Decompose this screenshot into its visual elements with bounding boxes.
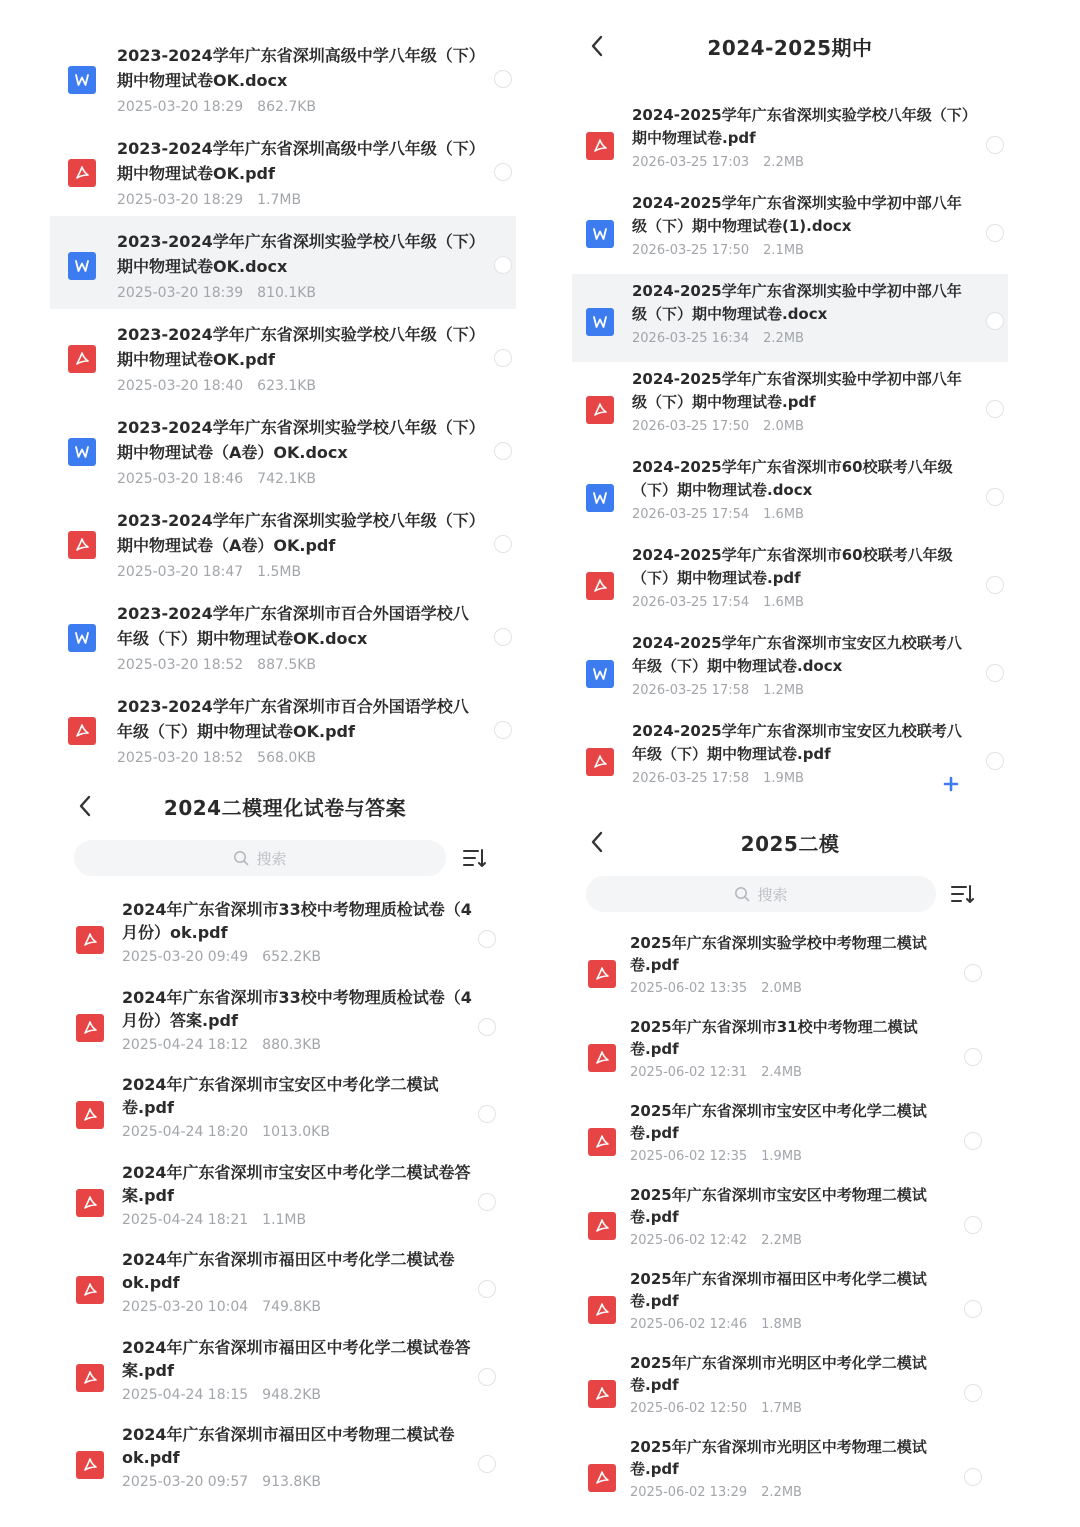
file-meta bbox=[117, 468, 477, 490]
file-info bbox=[630, 1016, 950, 1083]
file-list-panel-a bbox=[50, 30, 516, 774]
file-info bbox=[630, 1436, 950, 1503]
search-row bbox=[62, 840, 508, 878]
word-doc-icon bbox=[586, 660, 614, 688]
word-doc-icon bbox=[68, 66, 96, 94]
folder-title: 2024二模理化试卷与答案 bbox=[163, 795, 407, 820]
file-size: 2.2MB bbox=[763, 155, 804, 170]
file-meta bbox=[117, 189, 477, 211]
file-date: 2026-03-25 17:54 bbox=[632, 595, 750, 610]
file-meta bbox=[630, 1399, 950, 1419]
file-name: 2025年广东省深圳市宝安区中考化学二模试卷.pdf bbox=[630, 1102, 927, 1142]
file-name: 2023-2024学年广东省深圳实验学校八年级（下）期中物理试卷（A卷）OK.docx bbox=[117, 418, 477, 462]
file-name: 2024年广东省深圳市33校中考物理质检试卷（4月份）答案.pdf bbox=[122, 987, 472, 1030]
file-name: 2024-2025学年广东省深圳实验学校八年级（下）期中物理试卷.pdf bbox=[632, 106, 970, 147]
file-date: 2025-03-20 18:52 bbox=[117, 657, 244, 673]
pdf-doc-icon bbox=[76, 1364, 104, 1392]
file-size: 652.2KB bbox=[262, 949, 322, 965]
file-meta bbox=[632, 241, 972, 261]
file-info bbox=[632, 280, 972, 349]
pdf-doc-icon bbox=[76, 1451, 104, 1479]
file-item[interactable] bbox=[572, 1262, 1008, 1346]
back-button[interactable] bbox=[70, 790, 100, 822]
file-date: 2025-03-20 18:39 bbox=[117, 285, 244, 301]
file-date: 2025-03-20 09:57 bbox=[122, 1474, 249, 1490]
file-info bbox=[117, 415, 477, 490]
file-name: 2024年广东省深圳市宝安区中考化学二模试卷.pdf bbox=[122, 1075, 439, 1117]
file-date: 2026-03-25 17:58 bbox=[632, 683, 750, 698]
file-list bbox=[572, 98, 1008, 802]
file-date: 2025-06-02 13:29 bbox=[630, 1485, 748, 1500]
file-name: 2023-2024学年广东省深圳市百合外国语学校八年级（下）期中物理试卷OK.docx bbox=[117, 604, 469, 648]
search-row bbox=[572, 876, 1008, 914]
file-meta bbox=[122, 1122, 472, 1142]
file-meta bbox=[630, 1063, 950, 1083]
file-info bbox=[632, 368, 972, 437]
select-radio[interactable] bbox=[986, 224, 1004, 242]
file-name: 2024-2025学年广东省深圳市60校联考八年级（下）期中物理试卷.docx bbox=[632, 458, 953, 499]
file-date: 2025-03-20 09:49 bbox=[122, 949, 249, 965]
file-name: 2024-2025学年广东省深圳实验中学初中部八年级（下）期中物理试卷.docx bbox=[632, 282, 962, 323]
file-list bbox=[62, 890, 508, 1503]
file-list-panel-c bbox=[62, 786, 508, 1503]
file-meta bbox=[632, 593, 972, 613]
file-item[interactable] bbox=[50, 30, 516, 123]
file-item[interactable] bbox=[50, 495, 516, 588]
file-meta bbox=[630, 1147, 950, 1167]
select-radio[interactable] bbox=[986, 136, 1004, 154]
back-button[interactable] bbox=[582, 30, 612, 62]
file-item[interactable] bbox=[572, 1430, 1008, 1514]
file-item[interactable] bbox=[572, 274, 1008, 362]
file-meta bbox=[630, 979, 950, 999]
file-item[interactable] bbox=[50, 681, 516, 774]
file-name: 2024-2025学年广东省深圳实验中学初中部八年级（下）期中物理试卷.pdf bbox=[632, 370, 962, 411]
file-info bbox=[122, 986, 472, 1055]
file-name: 2023-2024学年广东省深圳实验学校八年级（下）期中物理试卷OK.docx bbox=[117, 232, 477, 276]
select-radio[interactable] bbox=[494, 163, 512, 181]
file-meta bbox=[632, 417, 972, 437]
file-info bbox=[117, 229, 477, 304]
back-button[interactable] bbox=[582, 826, 612, 858]
file-meta bbox=[122, 1472, 472, 1492]
file-size: 2.0MB bbox=[763, 419, 804, 434]
select-radio[interactable] bbox=[478, 1193, 496, 1211]
select-radio[interactable] bbox=[986, 576, 1004, 594]
file-meta bbox=[122, 1385, 472, 1405]
select-radio[interactable] bbox=[986, 400, 1004, 418]
file-date: 2025-03-20 18:52 bbox=[117, 750, 244, 766]
file-size: 1.2MB bbox=[763, 683, 804, 698]
file-name: 2024-2025学年广东省深圳市宝安区九校联考八年级（下）期中物理试卷.pdf bbox=[632, 722, 962, 763]
chevron-left-icon bbox=[590, 831, 604, 853]
file-name: 2023-2024学年广东省深圳高级中学八年级（下）期中物理试卷OK.docx bbox=[117, 46, 477, 90]
file-size: 880.3KB bbox=[262, 1036, 322, 1053]
file-info bbox=[117, 43, 477, 118]
select-radio[interactable] bbox=[494, 535, 512, 553]
select-radio[interactable] bbox=[478, 1280, 496, 1298]
file-name: 2025年广东省深圳市光明区中考化学二模试卷.pdf bbox=[630, 1354, 927, 1394]
file-item[interactable] bbox=[572, 1094, 1008, 1178]
folder-header bbox=[572, 26, 1008, 66]
select-radio[interactable] bbox=[494, 349, 512, 367]
file-size: 1.7MB bbox=[257, 192, 302, 208]
file-item[interactable] bbox=[572, 98, 1008, 186]
file-name: 2024年广东省深圳市福田区中考物理二模试卷ok.pdf bbox=[122, 1425, 455, 1467]
file-item[interactable] bbox=[572, 538, 1008, 626]
file-size: 862.7KB bbox=[257, 99, 317, 115]
file-meta bbox=[632, 153, 972, 173]
select-radio[interactable] bbox=[478, 1018, 496, 1036]
folder-header bbox=[572, 822, 1008, 862]
select-radio[interactable] bbox=[964, 1048, 982, 1066]
file-name: 2025年广东省深圳市光明区中考物理二模试卷.pdf bbox=[630, 1438, 927, 1478]
pdf-doc-icon bbox=[76, 1014, 104, 1042]
file-name: 2024年广东省深圳市33校中考物理质检试卷（4月份）ok.pdf bbox=[122, 900, 472, 942]
file-meta bbox=[632, 329, 972, 349]
select-radio[interactable] bbox=[986, 752, 1004, 770]
file-date: 2026-03-25 17:58 bbox=[632, 771, 750, 786]
file-size: 1013.0KB bbox=[262, 1124, 330, 1140]
sort-list-icon bbox=[462, 846, 488, 870]
pdf-doc-icon bbox=[586, 396, 614, 424]
file-date: 2025-03-20 18:29 bbox=[117, 99, 244, 115]
file-size: 810.1KB bbox=[257, 285, 317, 301]
select-radio[interactable] bbox=[478, 1368, 496, 1386]
file-date: 2025-06-02 13:35 bbox=[630, 981, 748, 996]
select-radio[interactable] bbox=[986, 664, 1004, 682]
file-date: 2025-03-20 10:04 bbox=[122, 1299, 249, 1315]
file-info bbox=[630, 1268, 950, 1335]
file-size: 568.0KB bbox=[257, 750, 317, 766]
file-info bbox=[632, 632, 972, 701]
file-info bbox=[117, 694, 477, 769]
pdf-doc-icon bbox=[586, 748, 614, 776]
file-meta bbox=[630, 1231, 950, 1251]
file-meta bbox=[117, 747, 477, 769]
file-item[interactable] bbox=[572, 1010, 1008, 1094]
file-list bbox=[572, 926, 1008, 1514]
file-info bbox=[117, 601, 477, 676]
file-item[interactable] bbox=[572, 1346, 1008, 1430]
select-radio[interactable] bbox=[964, 1300, 982, 1318]
file-info bbox=[122, 1248, 472, 1317]
select-radio[interactable] bbox=[964, 1216, 982, 1234]
file-info bbox=[122, 1336, 472, 1405]
pdf-doc-icon bbox=[586, 572, 614, 600]
pdf-doc-icon bbox=[588, 1464, 616, 1492]
file-size: 742.1KB bbox=[257, 471, 317, 487]
file-date: 2025-03-20 18:46 bbox=[117, 471, 244, 487]
file-date: 2025-04-24 18:12 bbox=[122, 1036, 249, 1053]
file-size: 623.1KB bbox=[257, 378, 317, 394]
file-item[interactable] bbox=[50, 309, 516, 402]
file-name: 2024-2025学年广东省深圳市60校联考八年级（下）期中物理试卷.pdf bbox=[632, 546, 953, 587]
file-size: 2.2MB bbox=[761, 1233, 802, 1248]
file-size: 2.1MB bbox=[763, 243, 804, 258]
word-doc-icon bbox=[68, 438, 96, 466]
file-date: 2025-03-20 18:47 bbox=[117, 564, 244, 580]
word-doc-icon bbox=[586, 308, 614, 336]
search-icon bbox=[734, 886, 750, 902]
file-name: 2024-2025学年广东省深圳实验中学初中部八年级（下）期中物理试卷(1).docx bbox=[632, 194, 962, 235]
file-info bbox=[122, 1423, 472, 1492]
select-radio[interactable] bbox=[478, 930, 496, 948]
pdf-doc-icon bbox=[586, 132, 614, 160]
file-date: 2025-04-24 18:15 bbox=[122, 1386, 249, 1403]
file-size: 1.9MB bbox=[763, 771, 804, 786]
file-date: 2025-03-20 18:29 bbox=[117, 192, 244, 208]
pdf-doc-icon bbox=[588, 1296, 616, 1324]
file-item[interactable] bbox=[50, 588, 516, 681]
file-item[interactable] bbox=[62, 1065, 508, 1153]
file-item[interactable] bbox=[62, 1415, 508, 1503]
file-meta bbox=[117, 654, 477, 676]
file-list-panel-d bbox=[572, 822, 1008, 1514]
file-date: 2026-03-25 17:50 bbox=[632, 243, 750, 258]
file-date: 2025-06-02 12:31 bbox=[630, 1065, 748, 1080]
file-size: 2.2MB bbox=[763, 331, 804, 346]
file-info bbox=[630, 1100, 950, 1167]
file-meta bbox=[117, 561, 477, 583]
file-size: 887.5KB bbox=[257, 657, 317, 673]
file-info bbox=[630, 1352, 950, 1419]
word-doc-icon bbox=[586, 220, 614, 248]
select-radio[interactable] bbox=[964, 1384, 982, 1402]
file-item[interactable] bbox=[572, 1178, 1008, 1262]
file-name: 2023-2024学年广东省深圳实验学校八年级（下）期中物理试卷OK.pdf bbox=[117, 325, 477, 369]
word-doc-icon bbox=[68, 624, 96, 652]
file-meta bbox=[122, 1210, 472, 1230]
file-name: 2024年广东省深圳市福田区中考化学二模试卷答案.pdf bbox=[122, 1337, 471, 1380]
search-placeholder: 搜索 bbox=[757, 885, 788, 904]
select-radio[interactable] bbox=[964, 964, 982, 982]
file-item[interactable] bbox=[62, 1328, 508, 1416]
file-size: 2.2MB bbox=[761, 1485, 802, 1500]
file-size: 749.8KB bbox=[262, 1299, 322, 1315]
select-radio[interactable] bbox=[494, 70, 512, 88]
file-size: 913.8KB bbox=[262, 1474, 322, 1490]
pdf-doc-icon bbox=[588, 1044, 616, 1072]
file-meta bbox=[117, 96, 477, 118]
file-name: 2025年广东省深圳实验学校中考物理二模试卷.pdf bbox=[630, 934, 927, 974]
pdf-doc-icon bbox=[76, 926, 104, 954]
file-item[interactable] bbox=[50, 402, 516, 495]
file-date: 2026-03-25 17:54 bbox=[632, 507, 750, 522]
file-info bbox=[632, 192, 972, 261]
file-item[interactable] bbox=[572, 626, 1008, 714]
file-meta bbox=[122, 1297, 472, 1317]
file-name: 2023-2024学年广东省深圳市百合外国语学校八年级（下）期中物理试卷OK.pdf bbox=[117, 697, 469, 741]
file-size: 2.4MB bbox=[761, 1065, 802, 1080]
file-info bbox=[632, 104, 972, 173]
file-date: 2025-06-02 12:42 bbox=[630, 1233, 748, 1248]
file-info bbox=[630, 1184, 950, 1251]
search-icon bbox=[233, 850, 249, 866]
sort-button[interactable] bbox=[950, 882, 976, 906]
file-date: 2025-04-24 18:20 bbox=[122, 1124, 249, 1140]
search-placeholder: 搜索 bbox=[256, 849, 287, 868]
file-meta bbox=[122, 1035, 472, 1055]
pdf-doc-icon bbox=[588, 1128, 616, 1156]
file-date: 2025-04-24 18:21 bbox=[122, 1211, 249, 1228]
word-doc-icon bbox=[586, 484, 614, 512]
chevron-left-icon bbox=[78, 795, 92, 817]
select-radio[interactable] bbox=[478, 1105, 496, 1123]
pdf-doc-icon bbox=[588, 960, 616, 988]
select-radio[interactable] bbox=[494, 721, 512, 739]
pdf-doc-icon bbox=[68, 345, 96, 373]
file-info bbox=[117, 322, 477, 397]
file-item[interactable] bbox=[50, 216, 516, 309]
file-item[interactable] bbox=[572, 926, 1008, 1010]
file-size: 1.5MB bbox=[257, 564, 302, 580]
file-info bbox=[630, 932, 950, 999]
select-radio[interactable] bbox=[986, 312, 1004, 330]
file-info bbox=[632, 544, 972, 613]
pdf-doc-icon bbox=[68, 531, 96, 559]
file-name: 2025年广东省深圳市福田区中考化学二模试卷.pdf bbox=[630, 1270, 927, 1310]
file-meta bbox=[630, 1483, 950, 1503]
pdf-doc-icon bbox=[68, 717, 96, 745]
file-item[interactable] bbox=[62, 978, 508, 1066]
file-item[interactable] bbox=[50, 123, 516, 216]
select-radio[interactable] bbox=[964, 1468, 982, 1486]
folder-title: 2025二模 bbox=[740, 831, 840, 856]
file-date: 2026-03-25 17:03 bbox=[632, 155, 750, 170]
file-item[interactable] bbox=[62, 890, 508, 978]
chevron-left-icon bbox=[590, 35, 604, 57]
file-date: 2025-06-02 12:46 bbox=[630, 1317, 748, 1332]
word-doc-icon bbox=[68, 252, 96, 280]
file-meta bbox=[632, 681, 972, 701]
pdf-doc-icon bbox=[76, 1101, 104, 1129]
file-size: 2.0MB bbox=[761, 981, 802, 996]
pdf-doc-icon bbox=[76, 1189, 104, 1217]
file-date: 2025-06-02 12:35 bbox=[630, 1149, 748, 1164]
select-radio[interactable] bbox=[986, 488, 1004, 506]
select-radio[interactable] bbox=[478, 1455, 496, 1473]
file-meta bbox=[632, 505, 972, 525]
add-button[interactable] bbox=[928, 770, 974, 794]
pdf-doc-icon bbox=[588, 1380, 616, 1408]
select-radio[interactable] bbox=[964, 1132, 982, 1150]
file-info bbox=[122, 1161, 472, 1230]
file-size: 948.2KB bbox=[262, 1386, 322, 1403]
sort-button[interactable] bbox=[462, 846, 488, 870]
file-item[interactable] bbox=[572, 362, 1008, 450]
pdf-doc-icon bbox=[76, 1276, 104, 1304]
file-meta bbox=[117, 375, 477, 397]
sort-list-icon bbox=[950, 882, 976, 906]
file-size: 1.8MB bbox=[761, 1317, 802, 1332]
file-meta bbox=[117, 282, 477, 304]
file-info bbox=[122, 1073, 472, 1142]
file-size: 1.6MB bbox=[763, 507, 804, 522]
pdf-doc-icon bbox=[68, 159, 96, 187]
search-input[interactable] bbox=[74, 840, 446, 876]
file-date: 2026-03-25 16:34 bbox=[632, 331, 750, 346]
folder-header bbox=[62, 786, 508, 826]
file-item[interactable] bbox=[62, 1153, 508, 1241]
file-name: 2023-2024学年广东省深圳高级中学八年级（下）期中物理试卷OK.pdf bbox=[117, 139, 477, 183]
file-info bbox=[632, 720, 972, 789]
file-size: 1.6MB bbox=[763, 595, 804, 610]
file-size: 1.7MB bbox=[761, 1401, 802, 1416]
file-item[interactable] bbox=[572, 450, 1008, 538]
file-name: 2024年广东省深圳市福田区中考化学二模试卷ok.pdf bbox=[122, 1250, 455, 1292]
file-date: 2026-03-25 17:50 bbox=[632, 419, 750, 434]
file-size: 1.1MB bbox=[262, 1211, 307, 1228]
select-radio[interactable] bbox=[494, 256, 512, 274]
pdf-doc-icon bbox=[588, 1212, 616, 1240]
file-info bbox=[117, 508, 477, 583]
file-list-panel-b bbox=[572, 26, 1008, 802]
select-radio[interactable] bbox=[494, 628, 512, 646]
file-info bbox=[117, 136, 477, 211]
file-name: 2025年广东省深圳市宝安区中考物理二模试卷.pdf bbox=[630, 1186, 927, 1226]
file-date: 2025-03-20 18:40 bbox=[117, 378, 244, 394]
plus-icon bbox=[928, 770, 974, 794]
file-info bbox=[122, 898, 472, 967]
folder-title: 2024-2025期中 bbox=[707, 35, 873, 60]
file-size: 1.9MB bbox=[761, 1149, 802, 1164]
file-meta bbox=[632, 769, 972, 789]
file-list bbox=[50, 30, 516, 774]
file-date: 2025-06-02 12:50 bbox=[630, 1401, 748, 1416]
search-input[interactable] bbox=[586, 876, 936, 912]
file-info bbox=[632, 456, 972, 525]
file-name: 2023-2024学年广东省深圳实验学校八年级（下）期中物理试卷（A卷）OK.pdf bbox=[117, 511, 477, 555]
file-meta bbox=[122, 947, 472, 967]
file-name: 2025年广东省深圳市31校中考物理二模试卷.pdf bbox=[630, 1018, 918, 1058]
file-item[interactable] bbox=[572, 186, 1008, 274]
file-name: 2024年广东省深圳市宝安区中考化学二模试卷答案.pdf bbox=[122, 1162, 471, 1205]
file-item[interactable] bbox=[62, 1240, 508, 1328]
file-meta bbox=[630, 1315, 950, 1335]
file-name: 2024-2025学年广东省深圳市宝安区九校联考八年级（下）期中物理试卷.docx bbox=[632, 634, 962, 675]
select-radio[interactable] bbox=[494, 442, 512, 460]
